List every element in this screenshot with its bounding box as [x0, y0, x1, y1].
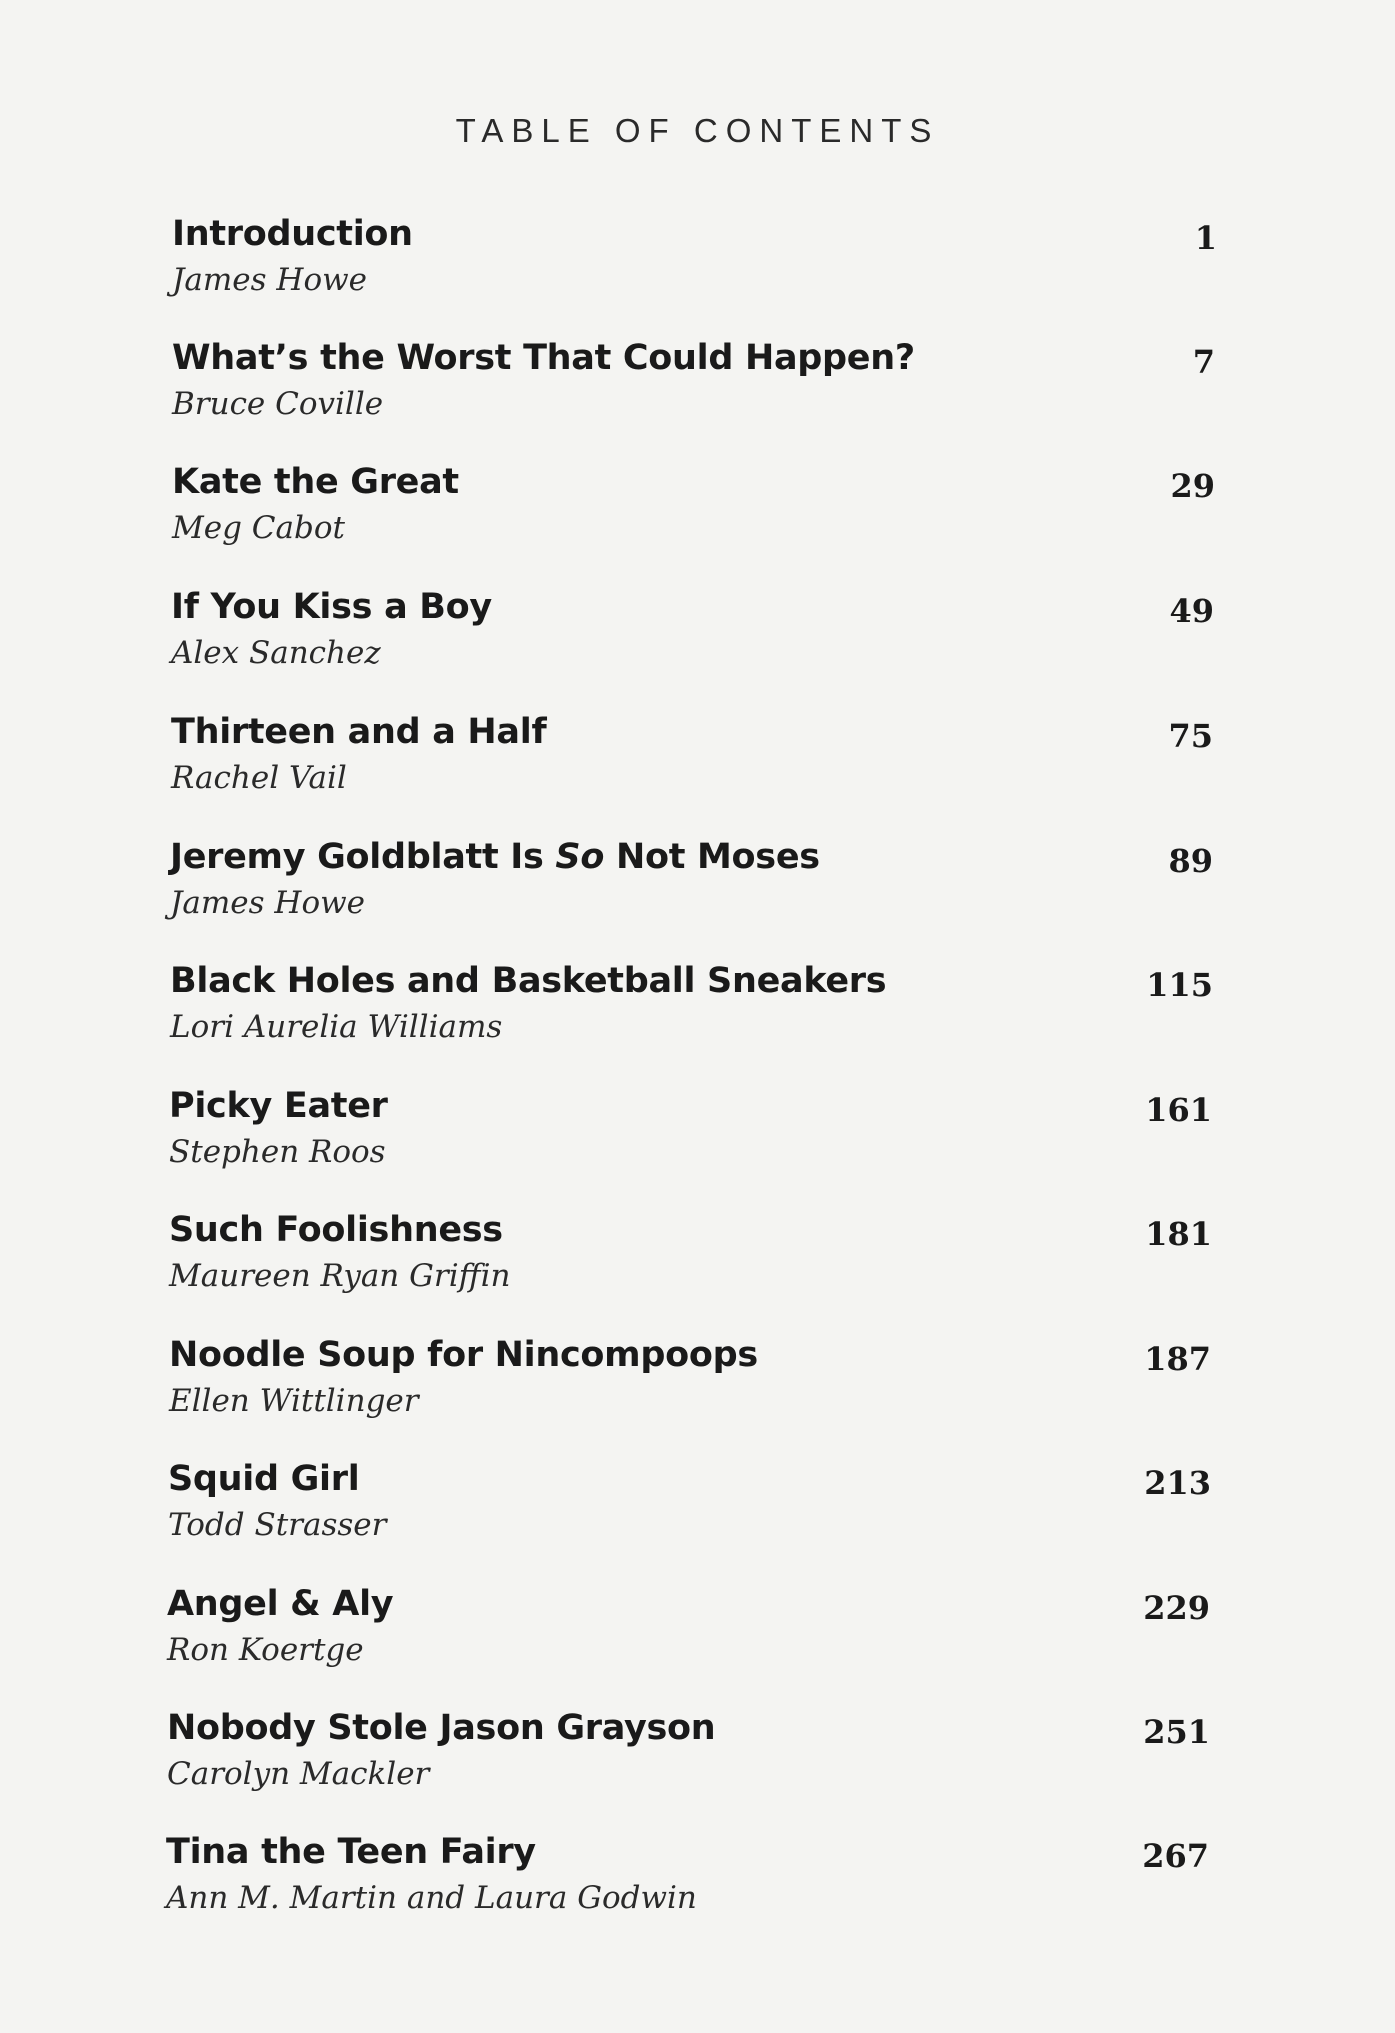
entry-page-number: 7 [1192, 343, 1215, 381]
entry-title-emphasis: So [555, 837, 605, 877]
entry-title: Angel & Aly [167, 1584, 394, 1624]
entry-page-number: 75 [1168, 717, 1213, 755]
entry-title: Kate the Great [172, 462, 459, 502]
entry-author: Lori Aurelia Williams [170, 1009, 503, 1045]
entry-title: What’s the Worst That Could Happen? [172, 338, 915, 378]
entry-page-number: 229 [1143, 1589, 1210, 1627]
entry-page-number: 1 [1194, 219, 1217, 257]
entry-author: Ellen Wittlinger [169, 1383, 419, 1419]
entry-title: Such Foolishness [169, 1210, 503, 1250]
entry-author: Ann M. Martin and Laura Godwin [166, 1880, 697, 1916]
toc-entry [172, 212, 1217, 322]
toc-entry [172, 460, 1215, 570]
entry-page-number: 89 [1168, 842, 1213, 880]
entry-title: Black Holes and Basketball Sneakers [170, 961, 887, 1001]
toc-entry [172, 336, 1215, 446]
toc-entry [170, 835, 1213, 945]
entry-title: Tina the Teen Fairy [166, 1832, 536, 1872]
entry-title: Introduction [172, 214, 413, 254]
entry-author: Carolyn Mackler [167, 1756, 430, 1792]
entry-title: Squid Girl [168, 1459, 360, 1499]
toc-entry [169, 1208, 1212, 1318]
entry-page-number: 267 [1142, 1837, 1209, 1875]
entry-page-number: 187 [1144, 1340, 1211, 1378]
toc-entry [171, 585, 1214, 695]
toc-entry [171, 710, 1213, 820]
entry-author: Maureen Ryan Griffin [169, 1258, 511, 1294]
entry-author: Alex Sanchez [171, 635, 381, 671]
entry-author: Stephen Roos [169, 1134, 386, 1170]
entry-page-number: 115 [1146, 966, 1213, 1004]
entry-title: Thirteen and a Half [171, 712, 547, 752]
entry-author: Todd Strasser [168, 1507, 387, 1543]
toc-entry [167, 1582, 1210, 1692]
entry-page-number: 49 [1169, 592, 1214, 630]
toc-entry [169, 1333, 1211, 1443]
toc-entry [167, 1706, 1210, 1816]
toc-entry [169, 1084, 1212, 1194]
entry-title: Nobody Stole Jason Grayson [167, 1708, 716, 1748]
toc-entry [166, 1830, 1209, 1940]
entry-author: James Howe [170, 885, 365, 921]
page-title: TABLE OF CONTENTS [455, 112, 940, 149]
toc-entry [168, 1457, 1211, 1567]
entry-title-part: Not Moses [604, 837, 820, 877]
entry-title [170, 835, 820, 879]
entry-title: Picky Eater [169, 1086, 388, 1126]
entry-page-number: 181 [1145, 1215, 1212, 1253]
entry-author: Ron Koertge [167, 1632, 364, 1668]
entry-title-part: Jeremy Goldblatt Is [170, 837, 556, 877]
entry-author: James Howe [172, 262, 367, 298]
entry-page-number: 29 [1170, 467, 1215, 505]
entry-page-number: 251 [1143, 1713, 1210, 1751]
toc-entry [170, 959, 1213, 1069]
entry-page-number: 213 [1144, 1464, 1211, 1502]
entry-author: Rachel Vail [171, 760, 347, 796]
entry-page-number: 161 [1145, 1091, 1212, 1129]
entry-author: Meg Cabot [172, 510, 345, 546]
entry-author: Bruce Coville [172, 386, 384, 422]
entry-title: If You Kiss a Boy [171, 587, 492, 627]
entry-title: Noodle Soup for Nincompoops [169, 1335, 758, 1375]
